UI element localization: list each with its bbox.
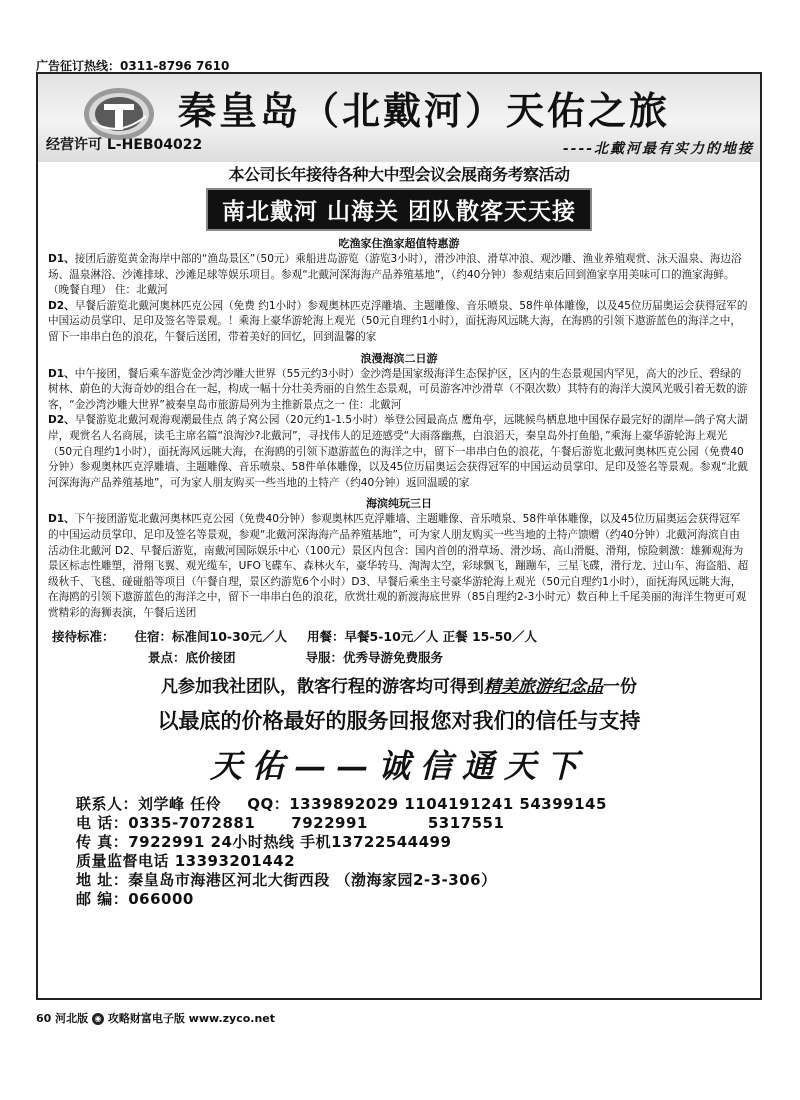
contact-phone-2: 7922991	[291, 814, 368, 833]
lodging-standard: 住宿：标准间10-30元／人	[134, 629, 287, 645]
section-title: 吃渔家住渔家超值特惠游	[338, 237, 460, 250]
contact-block	[76, 795, 760, 909]
itinerary-section	[38, 350, 760, 492]
contact-fax: 传 真：7922991 24小时热线 手机13722544499	[76, 833, 452, 852]
itinerary-day	[48, 299, 750, 346]
magazine-brand: 攻略财富电子版 www.zyco.net	[107, 1012, 276, 1025]
highlight-banner: 南北戴河 山海关 团队散客天天接	[206, 188, 592, 231]
contact-person: 联系人：刘学峰 任伶	[76, 795, 222, 814]
standards-label: 接待标准：	[52, 629, 115, 645]
souvenir-promo	[38, 672, 760, 697]
itinerary-day	[48, 413, 750, 491]
page-number: 60	[36, 1012, 52, 1025]
page-footer	[36, 1010, 275, 1026]
ad-slogan: ----北戴河最有实力的地接	[562, 141, 754, 157]
guide-standard: 导服：优秀导游免费服务	[305, 650, 444, 666]
magazine-badge-icon: ◉	[92, 1013, 104, 1025]
itinerary-day	[48, 367, 750, 414]
promo-text: 凡参加我社团队，散客行程的游客均可得到	[161, 677, 484, 698]
contact-row	[76, 814, 760, 833]
service-subhead: 本公司长年接待各种大中型会议会展商务考察活动	[228, 165, 570, 184]
contact-address: 地 址：秦皇岛市海港区河北大街西段 （渤海家园2-3-306）	[76, 871, 497, 890]
day-text: 下午接团游览北戴河奥林匹克公园（免费40分钟）参观奥林匹克浮雕墙、主题雕像、音乐喷泉、58件单体雕像，以及45位历届奥运会获得冠军的中国运动员掌印、足印及签名等景观，参观“北戴河深海海产品养殖基地”，可为家人朋友购买一些当地的土特产馈赠（约40分钟）北戴河海滨自由活动住北戴河 D2、早餐后游览，南戴河国际娱乐中心（100元）景区内包含：国内首创的滑草场、滑沙场、高山滑艇、滑翔，惊险刺激：雄狮观海为景区标志性雕塑，滑翔飞翼、观光缆车，UFO飞碟车、森林火车，豪华转马、淘淘太空，彩球飘飞，蹦蹦车，三星飞碟，滑行龙、过山车、海盗船、超级秋千、飞毯、碰碰船等项目（午餐自理，景区约游览6个小时）D3、早餐后乘坐主号豪华游轮海上观光（50元自理约1小时），面抚海风远眺大海，在海鸥的引领下遨游蓝色的海洋之中，留下一串串白色的浪花，欣赏壮观的新渡海底世界（85自理约2-3小时元）数百种上千尾美丽的海洋生物更可观赏精彩的海狮表演，午餐后送团	[48, 513, 749, 619]
day-label: D1、	[48, 253, 75, 265]
contact-row	[76, 795, 760, 814]
business-license: 经营许可 L-HEB04022	[46, 137, 203, 153]
reception-standards-2	[148, 648, 760, 666]
ad-hotline: 广告征订热线：0311-8796 7610	[36, 59, 230, 73]
itinerary-section	[38, 495, 760, 621]
meal-standard: 用餐：早餐5-10元／人 正餐 15-50／人	[307, 629, 537, 645]
promo-highlight: 精美旅游纪念品	[484, 677, 603, 698]
itinerary-day	[48, 512, 750, 621]
day-text: 接团后游览黄金海岸中部的“渔岛景区”（50元）乘船进岛游览（游览3小时），滑沙冲浪、滑草冲浪、观沙雕、渔业养殖观赏、泳天温泉、海边浴场、温泉淋浴、沙滩排球、沙滩足球等娱乐项目。参观“北戴河深海海产品养殖基地”，（约40分钟）参观结束后回到渔家享用美味可口的渔家海鲜。（晚餐自理） 住：北戴河	[48, 253, 742, 297]
day-text: 早餐游览北戴河观海观潮最佳点 鸽子窝公园（20元约1-1.5小时）举登公园最高点 鹰角亭，远眺候鸟栖息地中国保存最完好的湖岸—鸽子窝大湖岸，观赏名人名商展，读毛主席名篇“浪淘沙?北戴河”，寻找伟人的足迹感受“大雨落幽燕，白浪滔天，秦皇岛外打鱼船，”乘海上豪华游轮海上观光（50元自理约1小时），面抚海风远眺大海，在海鸥的引领下遨游蓝色的海洋之中，留下一串串白色的浪花，午餐后游览北戴河奥林匹克公园（免费40分钟）参观奥林匹克浮雕墙、主题雕像、音乐喷泉、58件单体雕像，以及45位历届奥运会获得冠军的中国运动员掌印、足印及签名等景观。参观“北戴河深海海产品养殖基地”，可为家人朋友购买一些当地的土特产（约40分钟）返回温暖的家	[48, 414, 748, 489]
day-label: D2、	[48, 299, 75, 312]
contact-phone: 电 话：0335-7072881	[76, 814, 256, 833]
edition-label: 河北版	[55, 1012, 89, 1025]
day-label: D1、	[48, 367, 75, 380]
promo-text-end: 一份	[603, 677, 637, 698]
service-promise: 以最底的价格最好的服务回报您对我们的信任与支持	[157, 709, 641, 734]
contact-phone-3: 5317551	[427, 814, 505, 833]
section-title: 浪漫海滨二日游	[360, 351, 438, 365]
day-text: 中午接团，餐后乘车游览金沙湾沙雕大世界（55元约3小时）金沙湾是国家级海洋生态保护区，区内的生态景观国内罕见，高大的沙丘、碧绿的树林、蔚色的大海奇妙的组合在一起，构成一幅十分壮美秀丽的自然生态景观，可员游客冲沙滑草（不限次数）其特有的海洋大漠风光吸引着无数的游客，“金沙湾沙雕大世界”被秦皇岛市旅游局列为主推新景点之一 住：北戴河	[48, 367, 748, 411]
contact-quality: 质量监督电话 13393201442	[76, 852, 296, 871]
itinerary-day	[48, 252, 750, 299]
day-text: 早餐后游览北戴河奥林匹克公园（免费 约1小时）参观奥林匹克浮雕墙、主题雕像、音乐喷泉、58件单体雕像，以及45位历届奥运会获得冠军的中国运动员掌印、足印及签名等景观。！乘海上豪华游轮海上观光（50元自理约1小时），面抚海风远眺大海，在海鸥的引领下遨游蓝色的海洋之中，留下一串串白色的浪花，午餐后送团，带着美好的回忆，回到温馨的家	[48, 299, 748, 343]
reception-standards	[52, 627, 760, 645]
ad-header	[38, 74, 760, 162]
section-title: 海滨纯玩三日	[366, 497, 432, 511]
day-label: D1、	[48, 513, 75, 526]
ad-title: 秦皇岛（北戴河）天佑之旅	[178, 88, 671, 133]
company-motto: 天佑——诚信通天下	[209, 747, 588, 786]
contact-qq: QQ：1339892029 1104191241 54399145	[247, 795, 607, 814]
itinerary-section	[38, 235, 760, 346]
day-label: D2、	[48, 414, 75, 427]
advertisement-frame	[36, 72, 762, 1000]
sights-standard: 景点：底价接团	[148, 650, 236, 666]
contact-zip: 邮 编：066000	[76, 890, 194, 909]
